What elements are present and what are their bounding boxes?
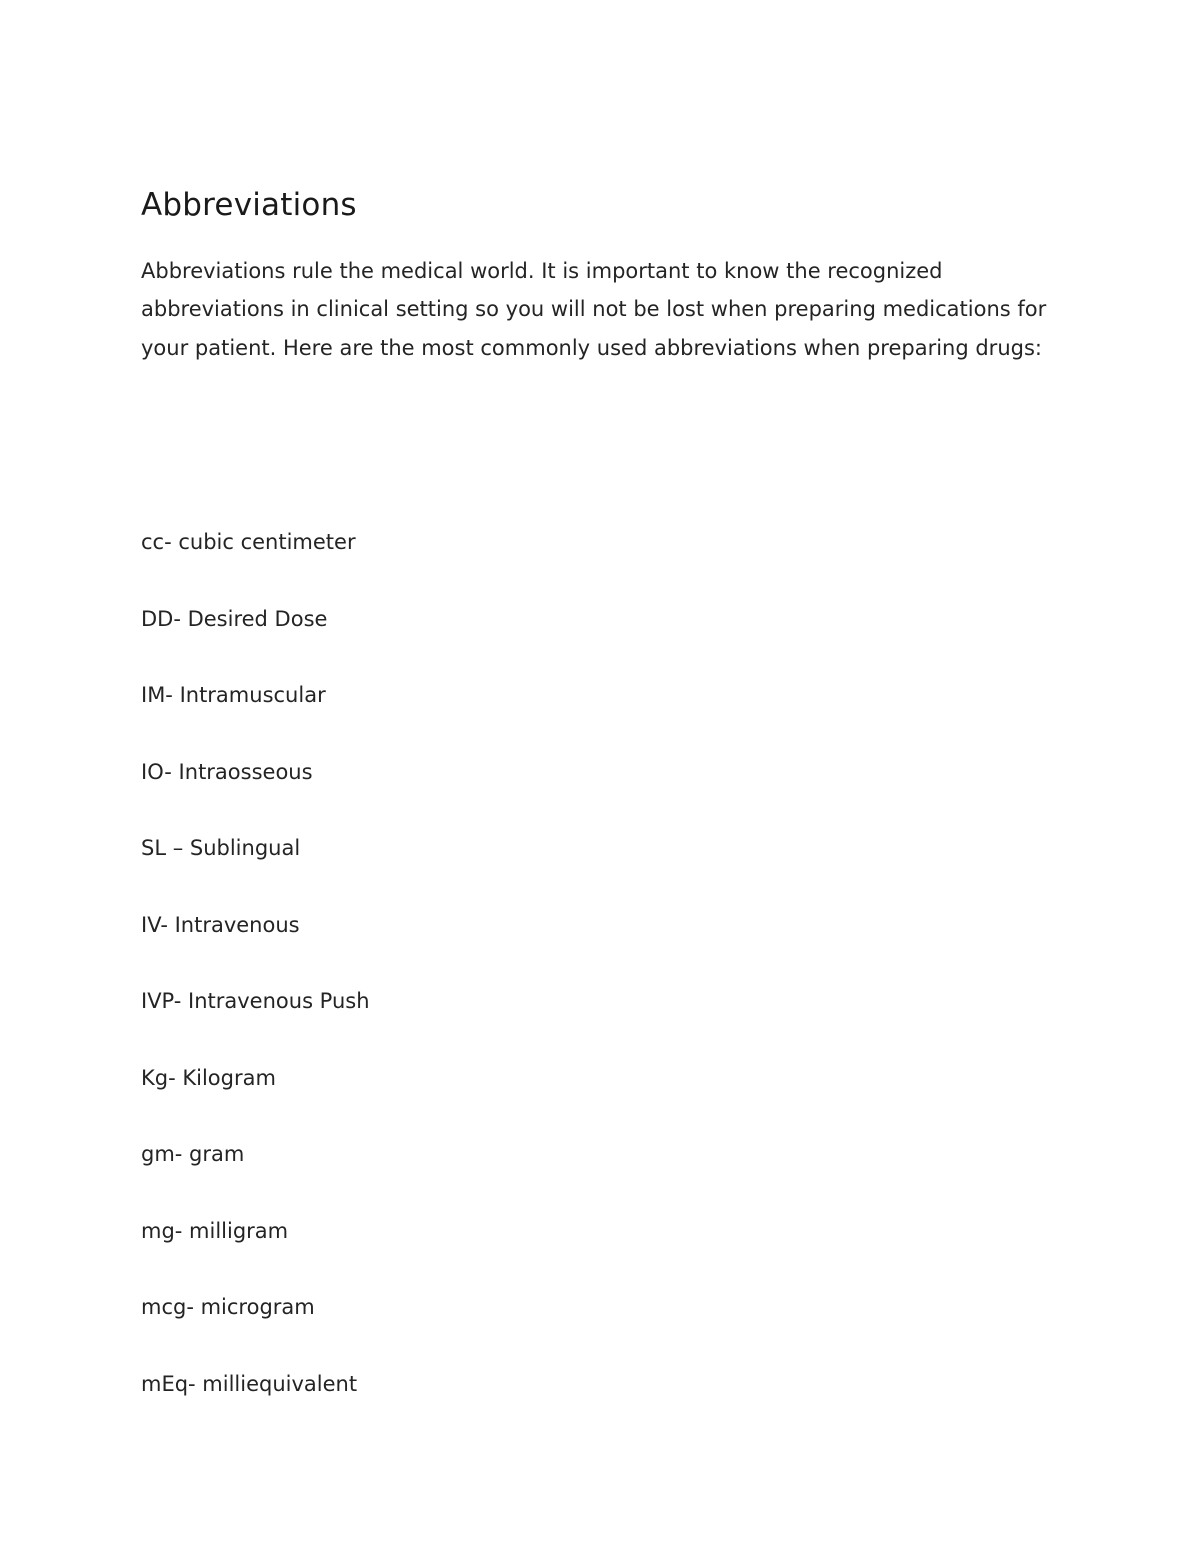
abbreviation-item: cc- cubic centimeter [141,530,356,554]
abbreviation-item: Kg- Kilogram [141,1065,276,1090]
abbreviation-list [141,524,370,1442]
abbreviation-item: IO- Intraosseous [141,759,313,784]
abbreviation-item: SL – Sublingual [141,836,301,860]
document-content [141,184,1061,1396]
abbreviation-item: gm- gram [141,1142,245,1166]
abbreviation-item: mg- milligram [141,1218,289,1243]
abbreviation-item: IM- Intramuscular [141,683,326,707]
abbreviation-item: DD- Desired Dose [141,606,328,631]
intro-paragraph: Abbreviations rule the medical world. It is important to know the recognized abbreviations in clinical setting so you will not be lost when preparing medications for your patient. Here are the most commonly used abbreviations when preparing drugs: [141,259,1047,360]
abbreviation-item: mcg- microgram [141,1295,315,1319]
page-title: Abbreviations [141,187,357,223]
abbreviation-item: mEq- milliequivalent [141,1371,358,1396]
abbreviation-item: IV- Intravenous [141,912,300,937]
abbreviation-item: IVP- Intravenous Push [141,989,370,1013]
